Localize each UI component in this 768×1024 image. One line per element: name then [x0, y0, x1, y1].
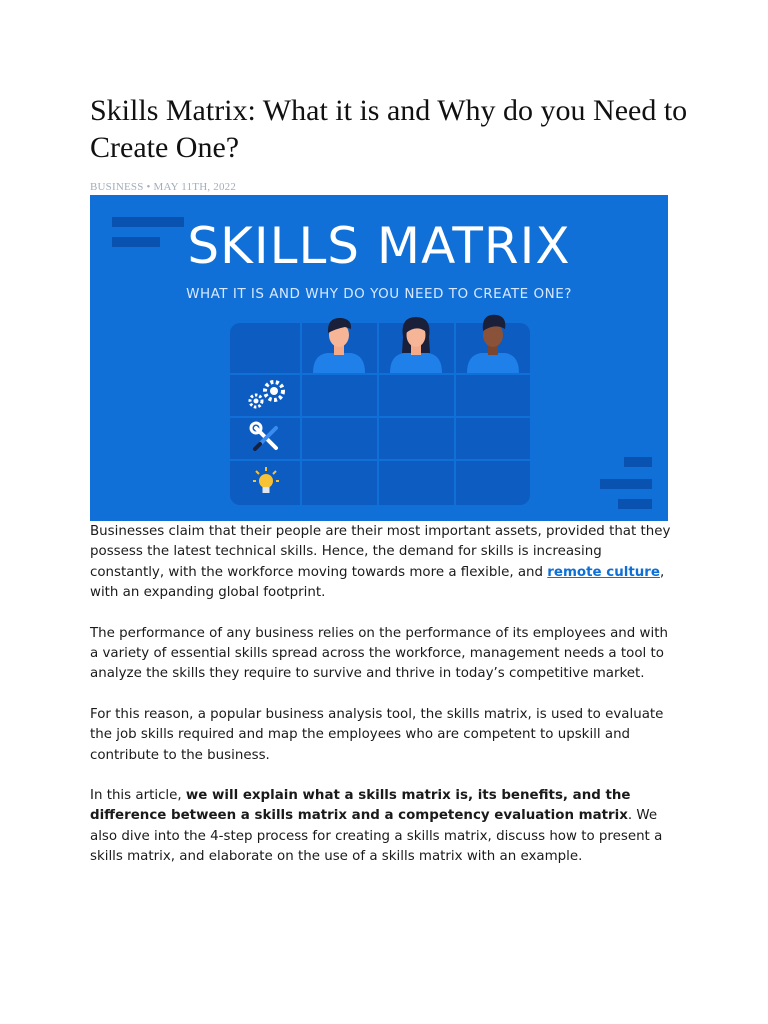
decor-bar — [112, 237, 160, 247]
article-body — [90, 522, 680, 888]
hero-title: SKILLS MATRIX — [187, 217, 571, 275]
page-title: Skills Matrix: What it is and Why do you Need to Create One? — [90, 94, 688, 164]
matrix-grid — [230, 323, 530, 505]
hero-image — [90, 195, 668, 521]
hero-subtitle: WHAT IT IS AND WHY DO YOU NEED TO CREATE ONE? — [186, 286, 572, 302]
decor-bar — [618, 499, 652, 509]
paragraph-intro: Businesses claim that their people are their most important assets, provided that they possess the latest technical skills. Hence, the demand for skills is increasing constantly, with the workforce moving towards more a flexible, and remote culture, with an expanding global footprint. — [90, 524, 671, 601]
article-meta: BUSINESS • MAY 11TH, 2022 — [90, 181, 237, 193]
decor-bar — [624, 457, 652, 467]
paragraph-article-overview: In this article, we will explain what a skills matrix is, its benefits, and the difference between a skills matrix and a competency evaluation matrix. We also dive into the 4-step process for creating a skills matrix, discuss how to present a skills matrix, and elaborate on the use of a skills matrix with an example. — [90, 788, 663, 865]
paragraph-reason: For this reason, a popular business analysis tool, the skills matrix, is used to evaluate the job skills required and map the employees who are competent to upskill and contribute to the business. — [90, 706, 664, 763]
remote-culture-link[interactable]: remote culture — [547, 564, 660, 580]
paragraph-performance: The performance of any business relies on the performance of its employees and with a variety of essential skills spread across the workforce, management needs a tool to analyze the skills they require to survive and thrive in today’s competitive market. — [90, 625, 668, 682]
hero-illustration — [90, 195, 668, 521]
decor-bar — [600, 479, 652, 489]
decor-bar — [112, 217, 184, 227]
